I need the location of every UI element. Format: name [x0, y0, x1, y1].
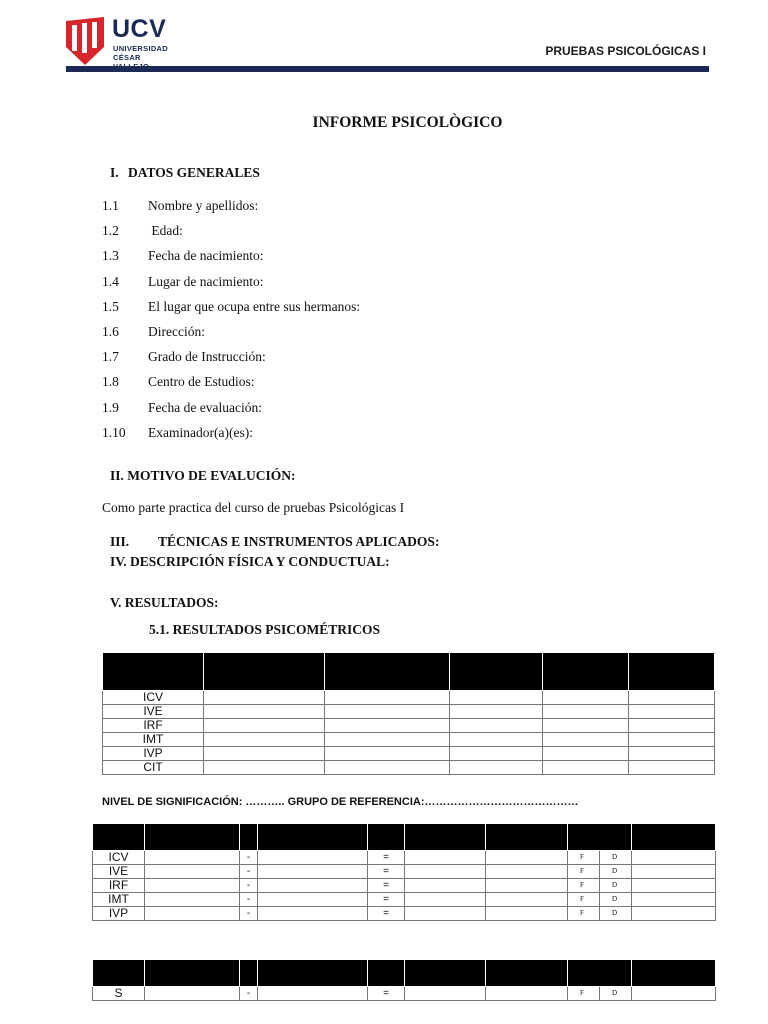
- table-header-cell: [103, 653, 204, 691]
- table-cell: [543, 761, 629, 775]
- header-divider: [66, 66, 709, 72]
- minus-sign: -: [240, 851, 258, 865]
- row-label: IMT: [103, 733, 204, 747]
- table-header-cell: [632, 960, 716, 987]
- table-cell: [486, 851, 568, 865]
- table-cell: [145, 879, 240, 893]
- table-header-cell: [405, 824, 486, 851]
- table-header-cell: [632, 824, 716, 851]
- table-header-row: [93, 960, 716, 987]
- table-row: [103, 705, 715, 719]
- row-label: IVP: [103, 747, 204, 761]
- logo-university-line: UNIVERSIDAD: [113, 44, 168, 53]
- table-header-cell: [93, 960, 145, 987]
- item-label: El lugar que ocupa entre sus hermanos:: [148, 298, 361, 314]
- f-marker: F: [568, 865, 600, 879]
- table-cell: [486, 907, 568, 921]
- subsection-5-1: 5.1. RESULTADOS PSICOMÉTRICOS: [149, 622, 381, 637]
- table-cell: [629, 705, 715, 719]
- table-cell: [145, 987, 240, 1001]
- item-label: Centro de Estudios:: [148, 374, 255, 390]
- table-row: [103, 733, 715, 747]
- table-header-cell: [486, 960, 568, 987]
- table-header-cell: [258, 960, 368, 987]
- table-cell: [543, 691, 629, 705]
- item-label: Edad:: [148, 223, 183, 239]
- table-header-cell: [629, 653, 715, 691]
- equals-sign: =: [368, 907, 405, 921]
- psychometric-results-table: [102, 652, 715, 775]
- table-cell: [629, 761, 715, 775]
- table-row: [103, 719, 715, 733]
- item-label: Lugar de nacimiento:: [148, 273, 264, 289]
- table-cell: [632, 851, 716, 865]
- row-label: ICV: [93, 851, 145, 865]
- table-header-cell: [145, 824, 240, 851]
- item-number: 1.2: [102, 223, 119, 239]
- row-label: S: [93, 987, 145, 1001]
- table-cell: [543, 733, 629, 747]
- table-header-row: [103, 653, 715, 691]
- d-marker: D: [600, 879, 632, 893]
- table-cell: [450, 705, 543, 719]
- table-cell: [258, 879, 368, 893]
- ucv-shield-icon: [66, 17, 108, 65]
- subtest-table: [92, 959, 716, 1001]
- table-cell: [145, 893, 240, 907]
- table-cell: [486, 987, 568, 1001]
- table-cell: [629, 719, 715, 733]
- d-marker: D: [600, 851, 632, 865]
- table-cell: [325, 719, 450, 733]
- table-header-cell: [240, 960, 258, 987]
- table-header-cell: [368, 960, 405, 987]
- table-cell: [204, 705, 325, 719]
- row-label: IVP: [93, 907, 145, 921]
- table-cell: [629, 733, 715, 747]
- item-label: Grado de Instrucción:: [148, 349, 266, 365]
- table-cell: [543, 705, 629, 719]
- table-cell: [258, 907, 368, 921]
- item-number: 1.5: [102, 298, 119, 314]
- table-row: [93, 865, 716, 879]
- table-cell: [258, 893, 368, 907]
- section-3-title: TÉCNICAS E INSTRUMENTOS APLICADOS:: [158, 534, 440, 549]
- table-cell: [450, 761, 543, 775]
- table-header-cell: [145, 960, 240, 987]
- table-header-cell: [240, 824, 258, 851]
- item-number: 1.4: [102, 273, 119, 289]
- row-label: IRF: [103, 719, 204, 733]
- table-cell: [204, 691, 325, 705]
- significance-level-line: NIVEL DE SIGNIFICACIÓN: ……….. GRUPO DE REFERENCIA:……………………………………: [102, 796, 579, 808]
- item-number: 1.3: [102, 248, 119, 264]
- page-header: [0, 0, 768, 80]
- table-cell: [325, 747, 450, 761]
- table-cell: [450, 691, 543, 705]
- table-header-cell: [405, 960, 486, 987]
- d-marker: D: [600, 893, 632, 907]
- table-cell: [405, 987, 486, 1001]
- equals-sign: =: [368, 987, 405, 1001]
- table-header-cell: [258, 824, 368, 851]
- table-cell: [450, 733, 543, 747]
- course-title: PRUEBAS PSICOLÓGICAS I: [545, 44, 706, 58]
- table-cell: [204, 733, 325, 747]
- section-heading-4: IV. DESCRIPCIÓN FÍSICA Y CONDUCTUAL:: [110, 554, 390, 569]
- table-cell: [325, 691, 450, 705]
- table-cell: [632, 865, 716, 879]
- table-cell: [632, 987, 716, 1001]
- table-row: [103, 761, 715, 775]
- table-header-cell: [325, 653, 450, 691]
- table-header-cell: [568, 824, 632, 851]
- item-number: 1.9: [102, 399, 119, 415]
- item-label: Fecha de evaluación:: [148, 399, 262, 415]
- table-cell: [325, 705, 450, 719]
- table-cell: [486, 879, 568, 893]
- table-cell: [258, 987, 368, 1001]
- table-cell: [405, 865, 486, 879]
- section-3-roman: III.: [110, 534, 130, 549]
- equals-sign: =: [368, 893, 405, 907]
- d-marker: D: [600, 907, 632, 921]
- item-number: 1.10: [102, 424, 126, 440]
- document-title: INFORME PSICOLÒGICO: [312, 114, 503, 131]
- table-cell: [543, 747, 629, 761]
- table-cell: [145, 865, 240, 879]
- table-cell: [632, 879, 716, 893]
- table-header-cell: [486, 824, 568, 851]
- table-cell: [629, 747, 715, 761]
- table-cell: [486, 865, 568, 879]
- table-header-cell: [543, 653, 629, 691]
- d-marker: D: [600, 987, 632, 1001]
- minus-sign: -: [240, 907, 258, 921]
- item-number: 1.8: [102, 374, 119, 390]
- f-marker: F: [568, 907, 600, 921]
- table-row: [93, 907, 716, 921]
- table-cell: [632, 893, 716, 907]
- table-cell: [629, 691, 715, 705]
- table-header-row: [93, 824, 716, 851]
- table-cell: [450, 719, 543, 733]
- item-number: 1.6: [102, 324, 119, 339]
- table-row: [93, 879, 716, 893]
- table-cell: [405, 851, 486, 865]
- item-label: Examinador(a)(es):: [148, 424, 253, 440]
- section-heading-2: II. MOTIVO DE EVALUCIÓN:: [110, 468, 296, 483]
- table-row: [93, 893, 716, 907]
- equals-sign: =: [368, 879, 405, 893]
- table-cell: [145, 907, 240, 921]
- row-label: CIT: [103, 761, 204, 775]
- item-number: 1.1: [102, 198, 119, 213]
- table-cell: [405, 879, 486, 893]
- table-cell: [405, 893, 486, 907]
- section-2-text: Como parte practica del curso de pruebas Psicológicas I: [102, 500, 405, 515]
- row-label: IVE: [93, 865, 145, 879]
- table-cell: [258, 865, 368, 879]
- comparison-table: [92, 823, 716, 921]
- equals-sign: =: [368, 865, 405, 879]
- item-number: 1.7: [102, 349, 119, 365]
- item-label: Dirección:: [148, 324, 205, 339]
- section-heading-5: V. RESULTADOS:: [110, 595, 219, 610]
- minus-sign: -: [240, 987, 258, 1001]
- table-header-cell: [204, 653, 325, 691]
- section-1-roman: I.: [110, 165, 119, 180]
- table-cell: [325, 733, 450, 747]
- table-cell: [486, 893, 568, 907]
- equals-sign: =: [368, 851, 405, 865]
- ucv-logo: [66, 17, 176, 65]
- f-marker: F: [568, 987, 600, 1001]
- logo-name-line: CÉSAR: [113, 53, 141, 62]
- f-marker: F: [568, 893, 600, 907]
- table-row: [103, 691, 715, 705]
- table-cell: [325, 761, 450, 775]
- table-cell: [258, 851, 368, 865]
- table-cell: [543, 719, 629, 733]
- table-cell: [405, 907, 486, 921]
- logo-wordmark: UCV: [112, 15, 167, 43]
- minus-sign: -: [240, 865, 258, 879]
- minus-sign: -: [240, 879, 258, 893]
- table-row: [93, 851, 716, 865]
- table-header-cell: [568, 960, 632, 987]
- table-cell: [145, 851, 240, 865]
- table-cell: [632, 907, 716, 921]
- f-marker: F: [568, 851, 600, 865]
- item-label: Fecha de nacimiento:: [148, 248, 264, 264]
- table-cell: [204, 761, 325, 775]
- table-row: [93, 987, 716, 1001]
- row-label: ICV: [103, 691, 204, 705]
- minus-sign: -: [240, 893, 258, 907]
- f-marker: F: [568, 879, 600, 893]
- section-heading-3: [110, 534, 440, 550]
- table-header-cell: [368, 824, 405, 851]
- table-header-cell: [93, 824, 145, 851]
- section-heading-1: [110, 165, 260, 181]
- row-label: IRF: [93, 879, 145, 893]
- table-cell: [450, 747, 543, 761]
- table-header-cell: [450, 653, 543, 691]
- table-row: [103, 747, 715, 761]
- item-label: Nombre y apellidos:: [148, 198, 259, 213]
- d-marker: D: [600, 865, 632, 879]
- table-cell: [204, 747, 325, 761]
- row-label: IMT: [93, 893, 145, 907]
- row-label: IVE: [103, 705, 204, 719]
- table-cell: [204, 719, 325, 733]
- section-1-title: DATOS GENERALES: [128, 165, 260, 180]
